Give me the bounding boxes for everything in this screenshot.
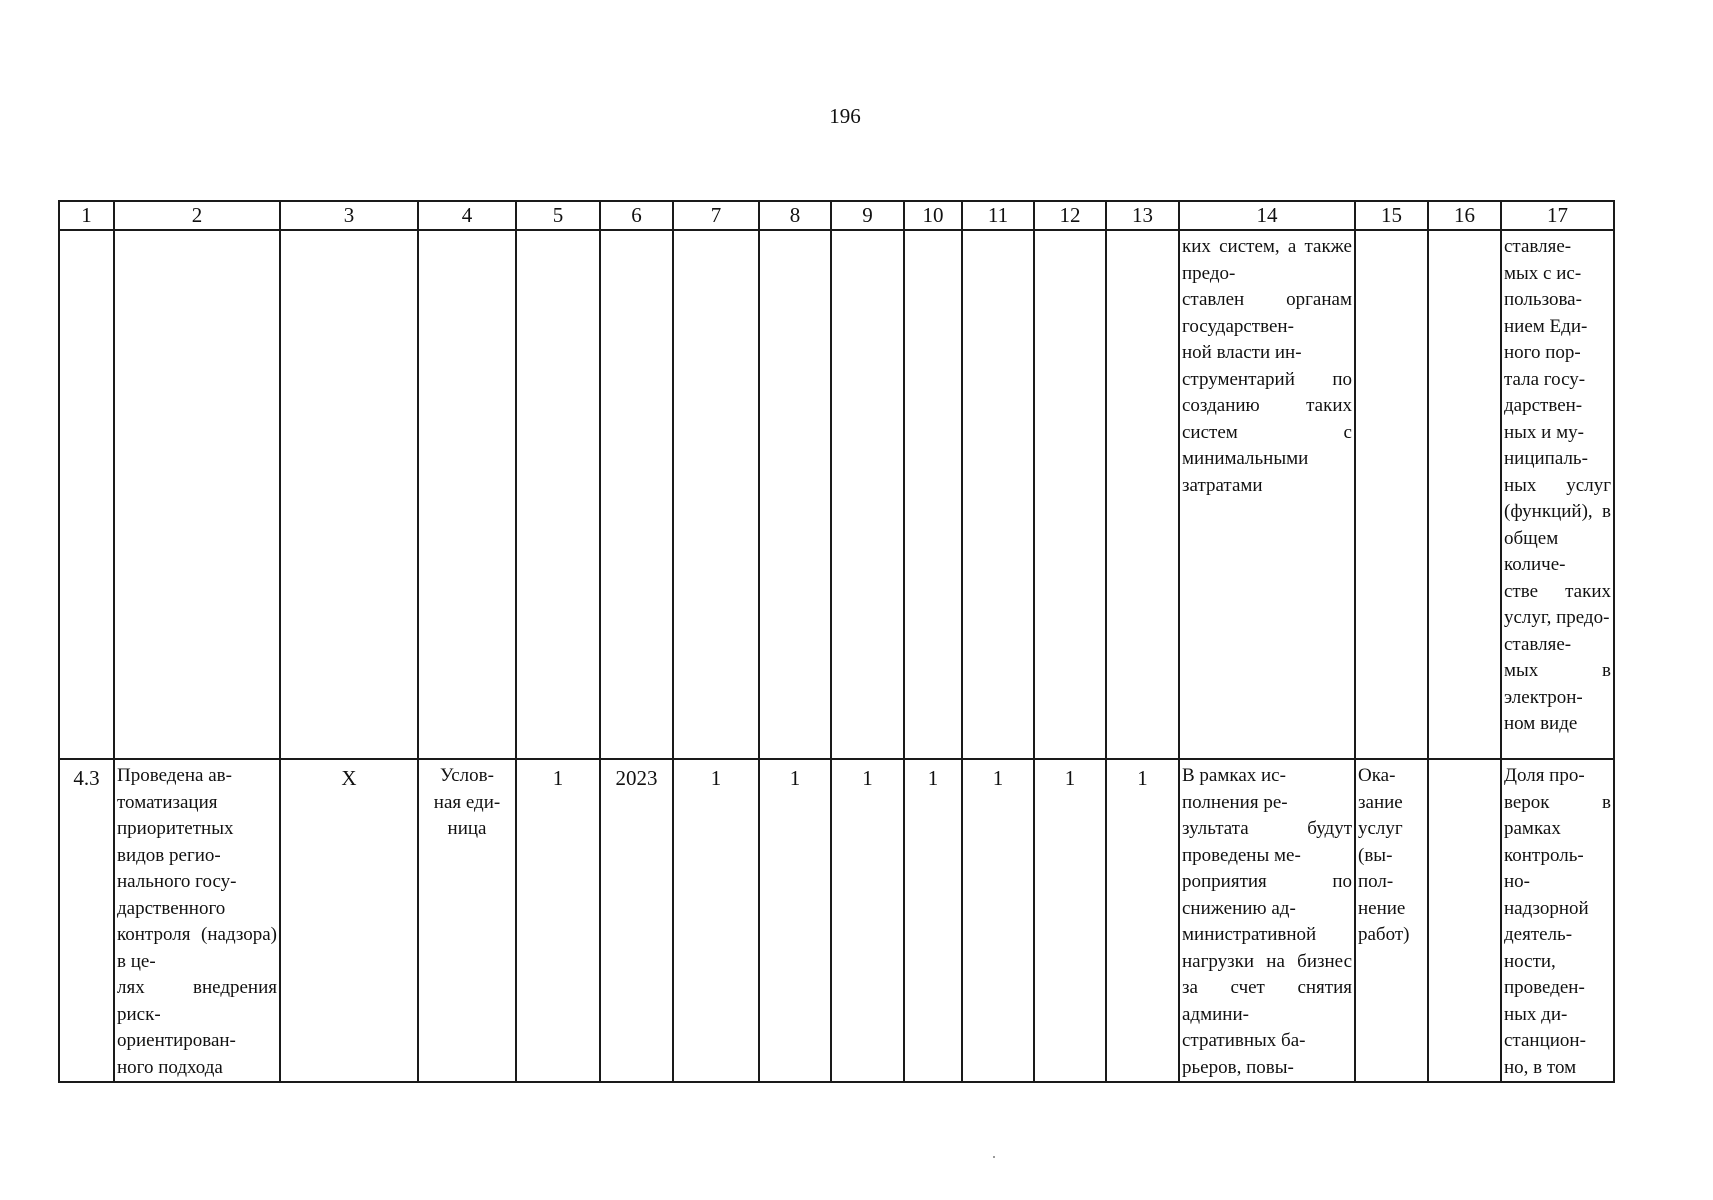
result-type-text: Ока- зание услуг (вы- пол- нение работ) [1358, 765, 1410, 945]
column-header: 11 [962, 201, 1034, 230]
table-cell [516, 759, 600, 1082]
unit-text: Услов- ная еди- ница [433, 765, 501, 839]
table-cell [904, 759, 962, 1082]
column-header: 17 [1501, 201, 1614, 230]
column-header: 10 [904, 201, 962, 230]
table-cell [1355, 759, 1428, 1082]
year-value: 1 [927, 766, 939, 790]
table-row-continuation [59, 230, 1614, 759]
year-value: 1 [1064, 766, 1076, 790]
table-cell [600, 230, 673, 759]
table-cell [1501, 230, 1614, 759]
page-number: 196 [829, 104, 861, 128]
table-cell [59, 230, 114, 759]
table-cell [962, 230, 1034, 759]
indicator-text: ставляе- мых с ис- пользова- нием Еди- ного пор- тала госу- дарствен- ных и му- ниципаль- ных услуг (функций), в общем количе- стве таких услуг, предо- ставляе- мых в электрон- ном виде [1504, 236, 1611, 734]
table-cell [1179, 759, 1355, 1082]
table-cell [280, 759, 418, 1082]
table-cell [831, 230, 904, 759]
table-cell [280, 230, 418, 759]
column-header: 12 [1034, 201, 1106, 230]
table-cell [59, 759, 114, 1082]
result-description-text: ких систем, а также предо- ставлен органам государствен- ной власти ин- струментарий по созданию таких систем с минимальными затратами [1182, 236, 1352, 496]
table-cell [1355, 230, 1428, 759]
table-cell [114, 759, 280, 1082]
header-row [59, 201, 1614, 230]
table-cell [1428, 230, 1501, 759]
column-header: 1 [59, 201, 114, 230]
table-cell [1179, 230, 1355, 759]
table-cell [1428, 759, 1501, 1082]
column-header: 4 [418, 201, 516, 230]
table-cell [418, 759, 516, 1082]
column-header: 7 [673, 201, 759, 230]
column-header: 15 [1355, 201, 1428, 230]
year-value: 1 [710, 766, 722, 790]
table-cell [962, 759, 1034, 1082]
year-value: 1 [992, 766, 1004, 790]
table-cell [759, 759, 831, 1082]
table-cell [418, 230, 516, 759]
table-cell [759, 230, 831, 759]
year-value: 1 [789, 766, 801, 790]
column-header: 3 [280, 201, 418, 230]
column-header: 2 [114, 201, 280, 230]
column-header: 13 [1106, 201, 1179, 230]
row-number: 4.3 [73, 766, 100, 790]
table-cell [1034, 759, 1106, 1082]
column-header: 9 [831, 201, 904, 230]
base-year: 2023 [615, 766, 658, 790]
base-value: 1 [552, 766, 564, 790]
table-row-4-3 [59, 759, 1614, 1082]
result-name-text: Проведена ав- томатизация приоритетных видов регио- нального госу- дарственного контроля (надзора) в це- лях внедрения риск- ориентирован- ного подхода [117, 765, 277, 1078]
table-cell [904, 230, 962, 759]
table-cell [1106, 230, 1179, 759]
column-header: 16 [1428, 201, 1501, 230]
mark-cell-text: X [341, 766, 357, 790]
year-value: 1 [1137, 766, 1148, 790]
table-cell [114, 230, 280, 759]
table-cell [673, 759, 759, 1082]
column-header: 6 [600, 201, 673, 230]
table-cell [831, 759, 904, 1082]
year-value: 1 [862, 766, 873, 790]
empty-cell [1429, 760, 1500, 763]
column-header: 5 [516, 201, 600, 230]
table-cell [1501, 759, 1614, 1082]
column-header: 14 [1179, 201, 1355, 230]
indicator-text: Доля про- верок в рамках контроль- но- надзорной деятель- ности, проведен- ных ди- станцион- но, в том [1504, 765, 1611, 1078]
table-cell [516, 230, 600, 759]
result-description-text: В рамках ис- полнения ре- зультата будут проведены ме- роприятия по снижению ад- министративной нагрузки на бизнес за счет снятия админи- стративных ба- рьеров, повы- [1182, 765, 1352, 1078]
column-header: 8 [759, 201, 831, 230]
document-table [58, 200, 1615, 1083]
scan-speck [993, 1156, 995, 1158]
table-cell [673, 230, 759, 759]
table-cell [1106, 759, 1179, 1082]
table-cell [1034, 230, 1106, 759]
table-cell [600, 759, 673, 1082]
